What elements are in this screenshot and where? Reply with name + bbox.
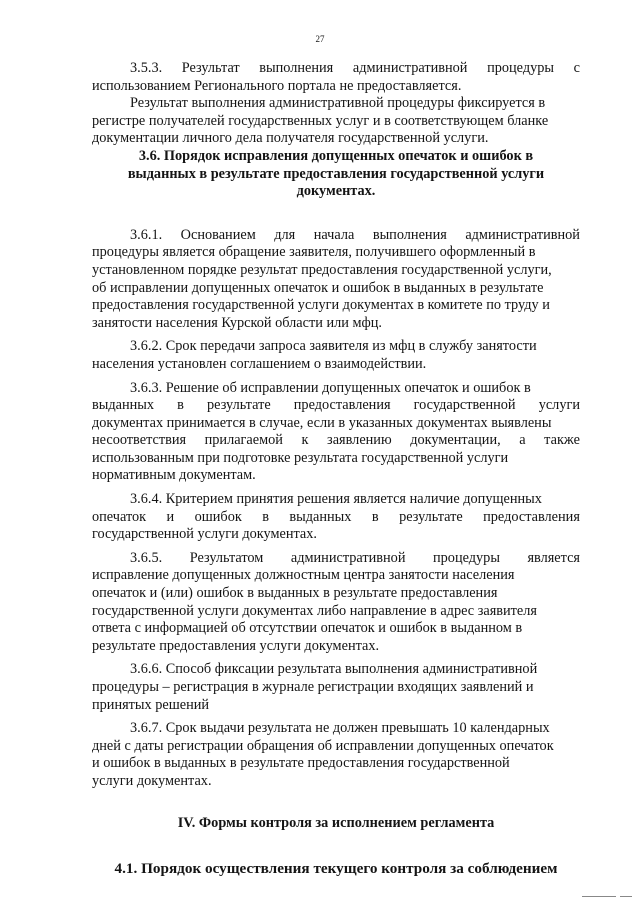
text-line: дней с даты регистрации обращения об исправлении допущенных опечаток xyxy=(92,737,554,754)
text-line: предоставления государственной услуги документах в комитете по труду и xyxy=(92,297,550,314)
text-line: и ошибок в выданных в результате предоставления государственной xyxy=(92,755,510,772)
text-line: 3.6.4. Критерием принятия решения является наличие допущенных xyxy=(130,491,542,508)
page-number: 27 xyxy=(315,34,325,44)
text-line: процедуры – регистрация в журнале регистрации входящих заявлений и xyxy=(92,679,534,695)
document-body xyxy=(92,60,580,878)
text-line: несоответствия прилагаемой к заявлению документации, а также xyxy=(92,432,580,449)
text-line: документации личного дела получателя государственной услуги. xyxy=(92,130,489,147)
text-line: использованным при подготовке результата государственной услуги xyxy=(92,449,509,466)
text-line: населения установлен соглашением о взаимодействии. xyxy=(92,355,427,372)
paragraph-3-6-3 xyxy=(92,380,580,486)
paragraph-3-6-1 xyxy=(92,227,580,333)
text-line: установленном порядке результат предоставления государственной услуги, xyxy=(92,261,552,278)
text-line: 3.6.2. Срок передачи запроса заявителя из мфц в службу занятости xyxy=(130,338,537,355)
text-line: об исправлении допущенных опечаток и ошибок в выданных в результате xyxy=(92,279,544,296)
text-line: занятости населения Курской области или мфц. xyxy=(92,314,383,331)
text-line: исправление допущенных должностным центра занятости населения xyxy=(92,567,515,584)
paragraph-3-6-7 xyxy=(92,720,580,790)
text-line: документах принимается в случае, если в указанных документах выявлены xyxy=(92,414,552,431)
heading-line: 3.6. Порядок исправления допущенных опечаток и ошибок в xyxy=(138,147,534,164)
text-line: 3.5.3. Результат выполнения административной процедуры с xyxy=(130,60,580,76)
paragraph-3-5-3-result xyxy=(92,95,580,148)
text-line: государственной услуги документах либо направление в адрес заявителя xyxy=(92,602,537,619)
text-line: ответа с информацией об отсутствии опечаток и ошибок в выданном в xyxy=(92,620,523,637)
section-heading-iv: IV. Формы контроля за исполнением регламента xyxy=(177,814,495,831)
paragraph-3-6-5 xyxy=(92,550,580,656)
text-line: выданных в результате предоставления государственной услуги xyxy=(92,397,580,414)
text-line: принятых решений xyxy=(92,696,210,713)
footer-mark xyxy=(582,896,616,897)
text-line: результате предоставления услуги документах. xyxy=(92,637,380,654)
text-line: 3.6.6. Способ фиксации результата выполнения административной xyxy=(130,661,538,678)
text-line: 3.6.5. Результатом административной процедуры является xyxy=(130,549,580,566)
footer-mark xyxy=(620,896,632,897)
heading-line: документах. xyxy=(296,183,376,200)
text-line: 3.6.1. Основанием для начала выполнения административной xyxy=(130,226,580,243)
text-line: 3.6.7. Срок выдачи результата не должен превышать 10 календарных xyxy=(130,720,550,737)
text-line: использованием Регионального портала не предоставляется. xyxy=(92,77,462,94)
text-line: процедуры является обращение заявителя, получившего оформленный в xyxy=(92,244,536,261)
paragraph-3-5-3 xyxy=(92,60,580,95)
paragraph-3-6-6 xyxy=(92,661,580,714)
text-line: 3.6.3. Решение об исправлении допущенных опечаток и ошибок в xyxy=(130,379,531,396)
section-heading-4-1: 4.1. Порядок осуществления текущего контроля за соблюдением xyxy=(114,860,558,878)
text-line: Результат выполнения административной процедуры фиксируется в xyxy=(130,95,546,112)
text-line: услуги документах. xyxy=(92,772,212,789)
paragraph-3-6-4 xyxy=(92,491,580,544)
text-line: регистре получателей государственных услуг и в соответствующем бланке xyxy=(92,112,549,129)
text-line: нормативным документам. xyxy=(92,467,256,484)
text-line: опечаток и (или) ошибок в выданных в результате предоставления xyxy=(92,585,498,602)
heading-line: выданных в результате предоставления государственной услуги xyxy=(127,165,545,182)
section-heading-3-6 xyxy=(92,148,580,201)
text-line: государственной услуги документах. xyxy=(92,526,317,543)
text-line: опечаток и ошибок в выданных в результате предоставления xyxy=(92,508,580,525)
paragraph-3-6-2 xyxy=(92,338,580,373)
